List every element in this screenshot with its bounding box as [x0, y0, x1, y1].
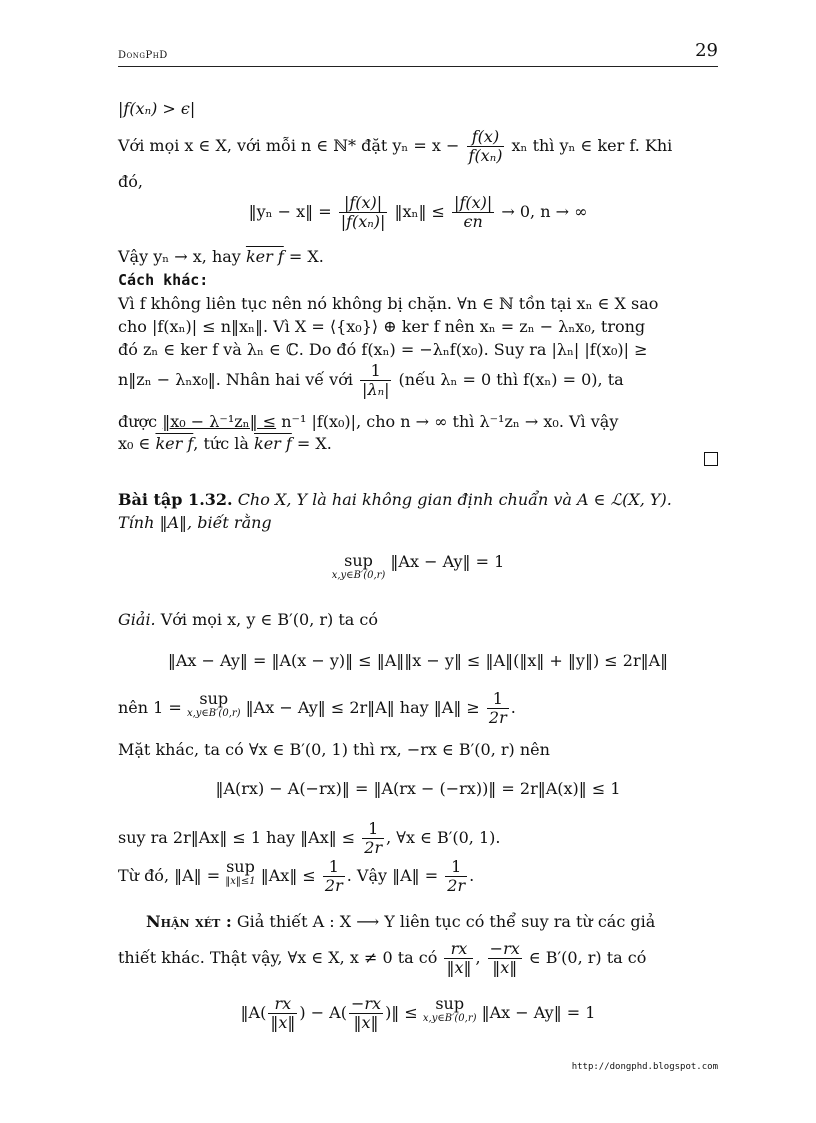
numerator: −rx — [489, 939, 520, 958]
fraction — [323, 858, 345, 895]
text-line: cho |f(xₙ)| ≤ n‖xₙ‖. Vì X = ⟨{x₀}⟩ ⊕ ker f nên xₙ = zₙ − λₙx₀, trong — [118, 317, 646, 336]
text-line — [118, 610, 378, 630]
text-span: x₀ ∈ — [118, 434, 151, 453]
numerator: |f(x)| — [339, 194, 388, 213]
text-span: ‖yₙ − x‖ = — [248, 202, 332, 221]
closure-ker: ker f — [155, 434, 194, 453]
fraction — [268, 995, 297, 1032]
text-span: Với mọi x, y ∈ B′(0, r) ta có — [160, 610, 378, 629]
text-span: , — [475, 948, 481, 967]
sup-subscript: x,y∈B′(0,r) — [422, 1013, 477, 1024]
sup-operator — [332, 552, 386, 582]
text-line — [118, 858, 474, 895]
sup-subscript: x,y∈B′(0,r) — [186, 708, 241, 719]
text-span: ‖Ax − Ay‖ ≤ 2r‖A‖ hay ‖A‖ ≥ — [245, 698, 480, 717]
text-span: ‖Ax − Ay‖ = 1 — [481, 1003, 596, 1022]
footer-url: http://dongphd.blogspot.com — [571, 1062, 718, 1072]
sup-subscript: x,y∈B′(0,r) — [331, 570, 386, 581]
numerator: 1 — [323, 858, 345, 877]
text-span: . Vậy ‖A‖ = — [346, 866, 439, 885]
text-line — [118, 434, 332, 454]
text-span: n⁻¹ |f(x₀)|, cho n → ∞ thì λ⁻¹zₙ → x₀. Vì vậy — [281, 412, 619, 431]
fraction — [487, 690, 509, 727]
text-span: ‖Ax − Ay‖ = 1 — [390, 552, 505, 571]
denominator: |λₙ| — [362, 380, 390, 399]
numerator: rx — [268, 995, 297, 1014]
solution-label: Giải. — [118, 610, 156, 629]
text-line — [118, 247, 324, 267]
text-line — [118, 128, 672, 165]
exercise-label: Bài tập 1.32. — [118, 490, 233, 509]
text-span: thiết khác. Thật vậy, ∀x ∈ X, x ≠ 0 ta có — [118, 948, 438, 967]
text-span: n‖zₙ − λₙx₀‖. Nhân hai vế với — [118, 370, 353, 389]
text-line — [118, 412, 618, 432]
text-span: xₙ thì yₙ ∈ ker f. Khi — [511, 136, 673, 155]
text-span: ∈ B′(0, r) ta có — [528, 948, 647, 967]
text-line — [118, 820, 500, 857]
fraction — [339, 194, 388, 231]
text-span: suy ra 2r‖Ax‖ ≤ 1 hay ‖Ax‖ ≤ — [118, 828, 356, 847]
text-span: Từ đó, ‖A‖ = — [118, 866, 221, 885]
numerator: 1 — [360, 362, 391, 381]
denominator: ‖x‖ — [270, 1013, 296, 1032]
numerator: |f(x)| — [454, 193, 493, 212]
fraction — [362, 820, 384, 857]
text-span: , ∀x ∈ B′(0, 1). — [386, 828, 501, 847]
sup-operator — [187, 690, 241, 720]
fraction — [444, 940, 473, 977]
exercise-statement — [118, 490, 672, 510]
text-span: Vậy yₙ → x, hay — [118, 247, 241, 266]
denominator: 2r — [364, 838, 383, 857]
text-span: → 0, n → ∞ — [501, 202, 588, 221]
denominator: ϵn — [463, 212, 483, 231]
text-line — [118, 362, 624, 399]
text-line: Tính ‖A‖, biết rằng — [118, 513, 272, 532]
text-span: ‖A( — [240, 1003, 267, 1022]
qed-square-icon — [704, 452, 718, 466]
fraction — [360, 362, 391, 399]
equation — [118, 552, 718, 582]
sup-text: sup — [226, 857, 255, 876]
numerator: 1 — [487, 690, 509, 709]
numerator: −rx — [350, 994, 382, 1013]
underlined-expr: ‖x₀ − λ⁻¹zₙ‖ ≤ — [162, 412, 277, 431]
text-span: nên 1 = — [118, 698, 182, 717]
text-line: Vì f không liên tục nên nó không bị chặn. ∀n ∈ ℕ tồn tại xₙ ∈ X sao — [118, 294, 659, 313]
denominator: 2r — [447, 876, 466, 895]
text-line: Mặt khác, ta có ∀x ∈ B′(0, 1) thì rx, −rx ∈ B′(0, r) nên — [118, 740, 550, 759]
denominator: ‖x‖ — [446, 958, 472, 977]
equation: ‖A(rx) − A(−rx)‖ = ‖A(rx − (−rx))‖ = 2r‖A(x)‖ ≤ 1 — [215, 779, 621, 798]
text-span: Giả thiết A : X ⟶ Y liên tục có thể suy ra từ các giả — [236, 912, 656, 931]
equation — [118, 194, 718, 231]
text-line: |f(xₙ) > ϵ| — [118, 99, 196, 118]
text-span: được — [118, 412, 158, 431]
sup-operator — [423, 995, 477, 1025]
text-span: Cho X, Y là hai không gian định chuẩn và A ∈ ℒ(X, Y). — [237, 490, 672, 509]
numerator: 1 — [362, 820, 384, 839]
page-number: 29 — [695, 40, 718, 61]
sup-text: sup — [435, 994, 465, 1013]
equation: ‖Ax − Ay‖ = ‖A(x − y)‖ ≤ ‖A‖‖x − y‖ ≤ ‖A‖(‖x‖ + ‖y‖) ≤ 2r‖A‖ — [167, 651, 669, 670]
remark-label: Nhận xét : — [146, 912, 232, 931]
denominator: 2r — [324, 876, 343, 895]
running-title: DongPhD — [118, 50, 168, 61]
fraction — [445, 858, 467, 895]
sup-operator — [225, 858, 255, 888]
denominator: ‖x‖ — [492, 958, 518, 977]
text-span: )‖ ≤ — [385, 1003, 418, 1022]
text-line: đó zₙ ∈ ker f và λₙ ∈ ℂ. Do đó f(xₙ) = −λₙf(x₀). Suy ra |λₙ| |f(x₀)| ≥ — [118, 340, 648, 359]
text-span: = X. — [288, 247, 324, 266]
text-span: ‖Ax‖ ≤ — [260, 866, 316, 885]
section-label: Cách khác: — [118, 271, 209, 289]
text-span: . — [510, 698, 516, 717]
fraction — [488, 940, 522, 977]
header-rule — [118, 66, 718, 67]
denominator: 2r — [488, 708, 507, 727]
fraction — [349, 995, 383, 1032]
numerator: rx — [444, 940, 473, 959]
fraction — [452, 194, 494, 231]
text-line — [118, 940, 646, 977]
text-span: Với mọi x ∈ X, với mỗi n ∈ ℕ* đặt yₙ = x − — [118, 136, 460, 155]
sup-subscript: ‖x‖≤1 — [225, 876, 256, 887]
numerator: f(x) — [467, 128, 505, 147]
text-line — [118, 690, 516, 727]
numerator: 1 — [445, 858, 467, 877]
text-span: , tức là — [193, 434, 249, 453]
text-span: ‖xₙ‖ ≤ — [394, 202, 445, 221]
denominator: |f(xₙ)| — [340, 212, 386, 231]
denominator: ‖x‖ — [353, 1013, 379, 1032]
text-span: = X. — [296, 434, 332, 453]
remark-line — [146, 912, 655, 932]
closure-ker: ker f — [245, 247, 284, 266]
text-span: ) − A( — [299, 1003, 347, 1022]
sup-text: sup — [344, 551, 373, 570]
text-line: đó, — [118, 172, 143, 191]
text-span: . — [469, 866, 475, 885]
equation — [118, 995, 718, 1032]
fraction — [467, 128, 505, 165]
text-span: (nếu λₙ = 0 thì f(xₙ) = 0), ta — [398, 370, 624, 389]
closure-ker: ker f — [254, 434, 292, 453]
denominator: f(xₙ) — [468, 146, 503, 165]
sup-text: sup — [199, 689, 229, 708]
